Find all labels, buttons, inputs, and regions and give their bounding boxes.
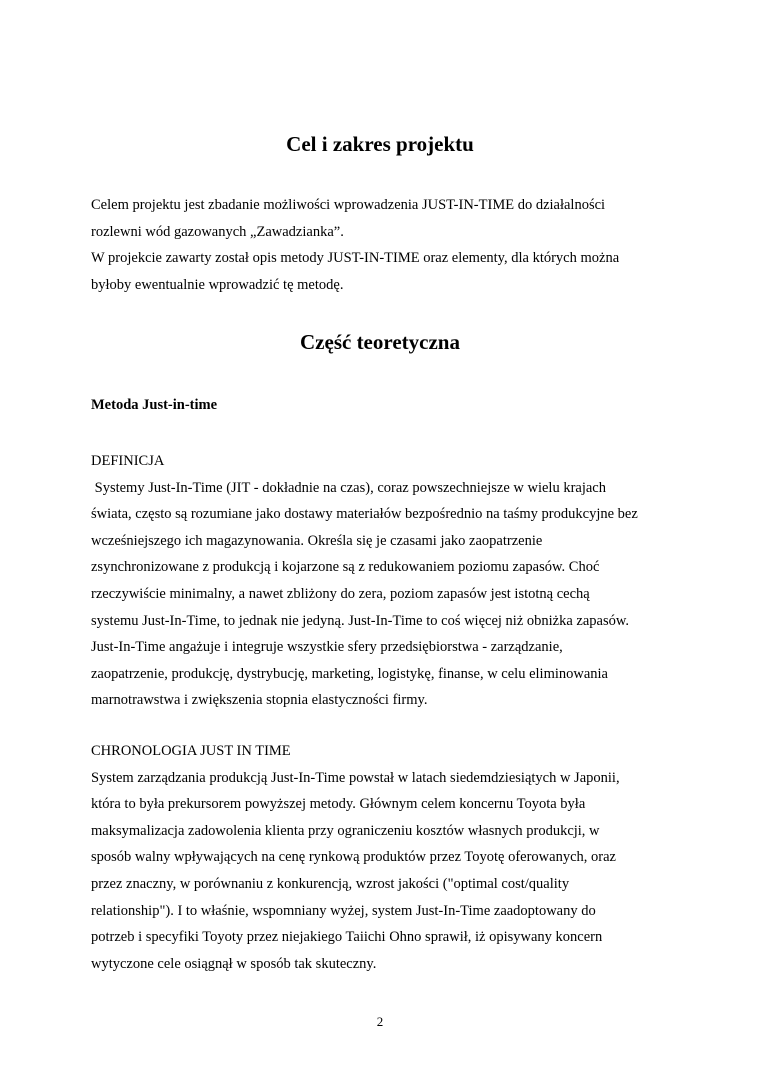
- text-line: rzeczywiście minimalny, a nawet zbliżony do zera, poziom zapasów jest istotną cechą: [91, 585, 590, 602]
- text-line: potrzeb i specyfiki Toyoty przez niejakiego Taiichi Ohno sprawił, iż opisywany koncern: [91, 929, 603, 946]
- text-line: świata, często są rozumiane jako dostawy materiałów bezpośrednio na taśmy produkcyjne bez: [91, 506, 638, 523]
- paragraph-heading: CHRONOLOGIA JUST IN TIME: [91, 743, 291, 759]
- subsection-heading: Metoda Just-in-time: [91, 397, 218, 413]
- text-line: systemu Just-In-Time, to jednak nie jedyną. Just-In-Time to coś więcej niż obniżka zapasów.: [91, 612, 630, 629]
- text-line: wytyczone cele osiągnął w sposób tak skuteczny.: [91, 955, 377, 972]
- page-title: Cel i zakres projektu: [286, 132, 474, 156]
- text-line: która to była prekursorem powyższej metody. Głównym celem koncernu Toyota była: [91, 796, 586, 813]
- text-line: Celem projektu jest zbadanie możliwości wprowadzenia JUST-IN-TIME do działalności: [91, 197, 606, 213]
- text-line: byłoby ewentualnie wprowadzić tę metodę.: [91, 276, 344, 293]
- section-title: Część teoretyczna: [300, 330, 460, 354]
- page-number: 2: [376, 1014, 384, 1029]
- definicja-paragraph: [91, 448, 691, 714]
- text-line: Just-In-Time angażuje i integruje wszystkie sfery przedsiębiorstwa - zarządzanie,: [91, 639, 563, 656]
- text-line: przez znaczny, w porównaniu z konkurencją, wzrost jakości ("optimal cost/quality: [91, 875, 570, 892]
- text-line: zsynchronizowane z produkcją i kojarzone są z redukowaniem poziomu zapasów. Choć: [91, 559, 600, 576]
- text-line: Systemy Just-In-Time (JIT - dokładnie na czas), coraz powszechniejsze w wielu krajach: [91, 479, 606, 496]
- intro-paragraph: [91, 192, 691, 298]
- text-line: zaopatrzenie, produkcję, dystrybucję, marketing, logistykę, finanse, w celu eliminowania: [91, 665, 608, 682]
- paragraph-heading: DEFINICJA: [91, 453, 165, 469]
- text-line: System zarządzania produkcją Just-In-Time powstał w latach siedemdziesiątych w Japonii,: [91, 769, 620, 786]
- chronologia-paragraph: [91, 738, 691, 977]
- text-line: sposób walny wpływających na cenę rynkową produktów przez Toyotę oferowanych, oraz: [91, 849, 616, 866]
- text-line: marnotrawstwa i zwiększenia stopnia elastyczności firmy.: [91, 692, 428, 709]
- text-line: wcześniejszego ich magazynowania. Określa się je czasami jako zaopatrzenie: [91, 532, 543, 549]
- text-line: relationship"). I to właśnie, wspomniany wyżej, system Just-In-Time zaadoptowany do: [91, 902, 596, 919]
- text-line: maksymalizacja zadowolenia klienta przy ograniczeniu kosztów własnych produkcji, w: [91, 822, 600, 839]
- text-line: W projekcie zawarty został opis metody JUST-IN-TIME oraz elementy, dla których można: [91, 250, 620, 267]
- text-line: rozlewni wód gazowanych „Zawadzianka”.: [91, 223, 344, 240]
